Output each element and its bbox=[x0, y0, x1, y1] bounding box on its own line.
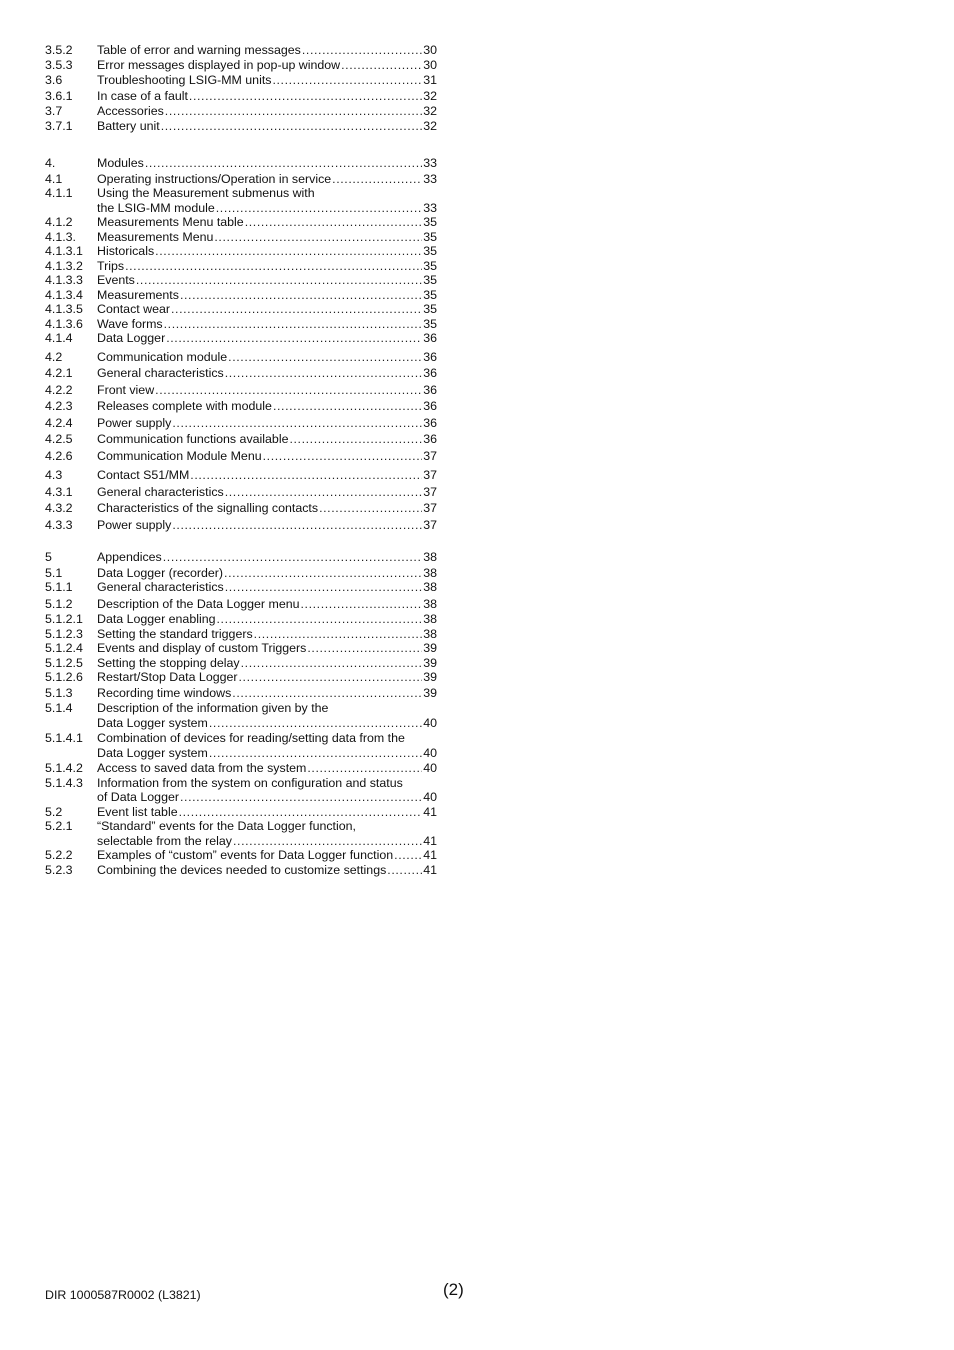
toc-entry-title: Operating instructions/Operation in service bbox=[97, 171, 332, 186]
toc-entry[interactable] bbox=[45, 518, 437, 533]
dot-leader bbox=[165, 104, 422, 119]
toc-entry[interactable] bbox=[45, 701, 437, 730]
toc-entry-title: the LSIG-MM module bbox=[97, 200, 215, 215]
toc-entry-number: 3.7.1 bbox=[45, 118, 73, 133]
dot-leader bbox=[232, 686, 422, 701]
dot-leader bbox=[387, 863, 422, 878]
dot-leader bbox=[189, 89, 422, 104]
toc-entry[interactable] bbox=[45, 399, 437, 414]
toc-entry-title: Troubleshooting LSIG-MM units bbox=[97, 73, 272, 87]
toc-entry[interactable] bbox=[45, 501, 437, 516]
toc-entry[interactable] bbox=[45, 156, 437, 171]
toc-entry-page: 32 bbox=[423, 118, 437, 133]
toc-entry[interactable] bbox=[45, 656, 437, 671]
toc-entry-page: 41 bbox=[423, 804, 437, 819]
dot-leader bbox=[225, 580, 422, 595]
toc-entry-number: 4.3.2 bbox=[45, 501, 73, 515]
dot-leader bbox=[289, 432, 422, 447]
dot-leader bbox=[171, 302, 422, 317]
toc-entry-number: 5.2.3 bbox=[45, 862, 73, 877]
toc-entry-number: 4.2.2 bbox=[45, 382, 73, 397]
toc-entry-number: 5.1 bbox=[45, 565, 63, 580]
dot-leader bbox=[307, 641, 422, 656]
dot-leader bbox=[217, 612, 423, 627]
toc-entry-page: 33 bbox=[423, 200, 437, 215]
toc-entry-title: Measurements Menu table bbox=[97, 215, 244, 229]
toc-entry-page: 35 bbox=[423, 287, 437, 302]
toc-entry[interactable] bbox=[45, 597, 437, 612]
toc-entry[interactable] bbox=[45, 580, 437, 595]
dot-leader bbox=[272, 73, 422, 88]
toc-entry-title: selectable from the relay bbox=[97, 833, 232, 848]
toc-entry[interactable] bbox=[45, 566, 437, 581]
dot-leader bbox=[216, 201, 422, 216]
toc-entry-title: Data Logger system bbox=[97, 715, 208, 730]
toc-entry-number: 4.3.3 bbox=[45, 517, 73, 532]
toc-entry[interactable] bbox=[45, 230, 437, 245]
toc-entry-number: 4.1.4 bbox=[45, 331, 73, 345]
toc-entry-title: Data Logger bbox=[97, 331, 166, 345]
toc-entry-title: Combining the devices needed to customize settings bbox=[97, 862, 387, 877]
toc-entry[interactable] bbox=[45, 731, 437, 760]
toc-entry[interactable] bbox=[45, 119, 437, 134]
toc-entry[interactable] bbox=[45, 449, 437, 464]
toc-entry-title: Wave forms bbox=[97, 316, 163, 331]
dot-leader bbox=[332, 172, 422, 187]
toc-entry-title: Communication functions available bbox=[97, 432, 289, 446]
toc-entry-number: 4.2.5 bbox=[45, 432, 73, 446]
toc-entry-title: Appendices bbox=[97, 550, 162, 564]
toc-entry-number: 5.1.4.2 bbox=[45, 761, 83, 775]
dot-leader bbox=[164, 317, 423, 332]
toc-entry[interactable] bbox=[45, 776, 437, 805]
toc-entry-page: 40 bbox=[423, 761, 437, 775]
toc-entry-title: Trips bbox=[97, 258, 125, 273]
toc-entry[interactable] bbox=[45, 350, 437, 365]
document-reference: DIR 1000587R0002 (L3821) bbox=[45, 1288, 201, 1302]
dot-leader bbox=[302, 43, 422, 58]
toc-entry-title: Restart/Stop Data Logger bbox=[97, 670, 238, 684]
toc-entry-page: 30 bbox=[423, 57, 437, 72]
toc-entry-page: 30 bbox=[423, 43, 437, 57]
toc-entry-title: Error messages displayed in pop-up window bbox=[97, 57, 341, 72]
toc-entry-page: 38 bbox=[423, 550, 437, 564]
toc-entry-title: Contact S51/MM bbox=[97, 468, 190, 482]
toc-entry-number: 4.2.3 bbox=[45, 399, 73, 413]
toc-entry-page: 39 bbox=[423, 685, 437, 700]
dot-leader bbox=[228, 350, 422, 365]
toc-entry-number: 4.1.1 bbox=[45, 186, 73, 200]
toc-entry-page: 37 bbox=[423, 501, 437, 515]
toc-entry-page: 35 bbox=[423, 229, 437, 244]
dot-leader bbox=[225, 485, 422, 500]
toc-entry-title-first-line: Combination of devices for reading/setting data from the bbox=[97, 731, 405, 745]
toc-entry-title: Examples of “custom” events for Data Logger function bbox=[97, 848, 394, 862]
toc-entry[interactable] bbox=[45, 863, 437, 878]
toc-entry[interactable] bbox=[45, 58, 437, 73]
toc-entry[interactable] bbox=[45, 485, 437, 500]
toc-entry-title: Power supply bbox=[97, 415, 172, 430]
toc-entry-number: 5.1.3 bbox=[45, 685, 73, 700]
toc-entry[interactable] bbox=[45, 366, 437, 381]
toc-entry-title: General characteristics bbox=[97, 366, 224, 380]
toc-entry[interactable] bbox=[45, 273, 437, 288]
toc-entry-page: 38 bbox=[423, 565, 437, 580]
toc-entry[interactable] bbox=[45, 627, 437, 642]
toc-entry-title-first-line: Using the Measurement submenus with bbox=[97, 186, 315, 200]
toc-entry-title: Accessories bbox=[97, 104, 164, 118]
dot-leader bbox=[254, 627, 423, 642]
toc-entry-page: 32 bbox=[423, 104, 437, 118]
toc-entry[interactable] bbox=[45, 670, 437, 685]
toc-entry[interactable] bbox=[45, 641, 437, 656]
toc-entry-page: 37 bbox=[423, 448, 437, 463]
toc-entry-number: 5.1.2.5 bbox=[45, 655, 83, 670]
toc-entry[interactable] bbox=[45, 259, 437, 274]
toc-section bbox=[45, 156, 437, 532]
toc-entry-page: 32 bbox=[423, 88, 437, 103]
toc-entry-title: Data Logger system bbox=[97, 745, 208, 760]
toc-entry-title-first-line: “Standard” events for the Data Logger function, bbox=[97, 819, 356, 833]
toc-entry-number: 5.1.1 bbox=[45, 580, 73, 594]
toc-entry-number: 5.1.4.1 bbox=[45, 731, 83, 745]
toc-entry-page: 36 bbox=[423, 331, 437, 345]
dot-leader bbox=[394, 848, 422, 863]
toc-entry[interactable] bbox=[45, 612, 437, 627]
toc-entry[interactable] bbox=[45, 432, 437, 447]
toc-entry-title: Recording time windows bbox=[97, 685, 232, 700]
toc-entry-page: 36 bbox=[423, 432, 437, 446]
toc-entry-number: 4.1 bbox=[45, 171, 63, 186]
toc-entry-title-first-line: Information from the system on configuration and status bbox=[97, 775, 403, 790]
toc-entry-title: Modules bbox=[97, 156, 144, 170]
toc-entry-title: Communication module bbox=[97, 349, 228, 364]
toc-section bbox=[45, 43, 437, 133]
toc-entry-page: 36 bbox=[423, 366, 437, 380]
toc-entry-page: 40 bbox=[423, 745, 437, 760]
toc-entry-title: General characteristics bbox=[97, 580, 224, 594]
toc-entry-number: 3.7 bbox=[45, 104, 63, 118]
toc-section bbox=[45, 550, 437, 877]
toc-entry-number: 4.1.3.3 bbox=[45, 273, 83, 287]
dot-leader bbox=[241, 656, 423, 671]
toc-entry-number: 5.1.2.3 bbox=[45, 626, 83, 641]
toc-entry-title-first-line: Description of the information given by the bbox=[97, 701, 329, 715]
toc-entry-page: 37 bbox=[423, 484, 437, 499]
toc-entry[interactable] bbox=[45, 186, 437, 215]
dot-leader bbox=[263, 449, 423, 464]
toc-entry[interactable] bbox=[45, 819, 437, 848]
dot-leader bbox=[172, 518, 422, 533]
toc-entry-title: Measurements Menu bbox=[97, 229, 214, 244]
toc-entry-page: 35 bbox=[423, 215, 437, 229]
dot-leader bbox=[224, 566, 422, 581]
toc-entry-title: Communication Module Menu bbox=[97, 448, 262, 463]
toc-entry-page: 31 bbox=[423, 73, 437, 87]
dot-leader bbox=[190, 468, 422, 483]
dot-leader bbox=[145, 156, 422, 171]
toc-entry-number: 4.1.3.5 bbox=[45, 302, 83, 316]
toc-entry-number: 4.1.3. bbox=[45, 229, 77, 244]
toc-entry-page: 33 bbox=[423, 156, 437, 170]
toc-entry-number: 5 bbox=[45, 550, 52, 564]
toc-entry-page: 38 bbox=[423, 612, 437, 626]
toc-entry-title: of Data Logger bbox=[97, 790, 179, 804]
toc-entry-page: 37 bbox=[423, 468, 437, 482]
dot-leader bbox=[214, 230, 422, 245]
dot-leader bbox=[180, 790, 422, 805]
toc-entry[interactable] bbox=[45, 43, 437, 58]
toc-entry-title: Historicals bbox=[97, 244, 155, 258]
toc-entry[interactable] bbox=[45, 468, 437, 483]
toc-entry-number: 4.1.3.6 bbox=[45, 316, 83, 331]
toc-entry-page: 36 bbox=[423, 382, 437, 397]
toc-entry-number: 5.1.2 bbox=[45, 596, 73, 611]
toc-entry-page: 35 bbox=[423, 316, 437, 331]
toc-entry-number: 4.3 bbox=[45, 468, 63, 482]
toc-entry-page: 33 bbox=[423, 171, 437, 186]
toc-entry[interactable] bbox=[45, 383, 437, 398]
toc-entry-number: 3.5.2 bbox=[45, 43, 73, 57]
toc-entry-title: Description of the Data Logger menu bbox=[97, 596, 300, 611]
toc-entry-number: 3.6 bbox=[45, 73, 63, 87]
toc-entry-page: 39 bbox=[423, 670, 437, 684]
toc-entry-title: Setting the stopping delay bbox=[97, 655, 240, 670]
toc-entry-title: Setting the standard triggers bbox=[97, 626, 253, 641]
dot-leader bbox=[136, 273, 422, 288]
toc-entry-number: 5.1.2.6 bbox=[45, 670, 83, 684]
toc-entry-title: Events and display of custom Triggers bbox=[97, 641, 307, 655]
dot-leader bbox=[307, 761, 422, 776]
toc-entry-number: 4.1.3.4 bbox=[45, 287, 83, 302]
dot-leader bbox=[225, 366, 422, 381]
toc-entry[interactable] bbox=[45, 215, 437, 230]
toc-entry-number: 5.1.2.1 bbox=[45, 612, 83, 626]
toc-entry-page: 35 bbox=[423, 302, 437, 316]
toc-entry-title: Releases complete with module bbox=[97, 399, 272, 413]
dot-leader bbox=[155, 244, 422, 259]
toc-entry[interactable] bbox=[45, 805, 437, 820]
toc-entry-number: 4. bbox=[45, 156, 56, 170]
toc-entry-number: 4.1.3.2 bbox=[45, 258, 83, 273]
toc-entry-title: Characteristics of the signalling contacts bbox=[97, 501, 319, 515]
toc-entry-number: 4.2.4 bbox=[45, 415, 73, 430]
toc-entry[interactable] bbox=[45, 244, 437, 259]
toc-entry-page: 35 bbox=[423, 273, 437, 287]
toc-entry[interactable] bbox=[45, 73, 437, 88]
dot-leader bbox=[239, 670, 423, 685]
dot-leader bbox=[180, 288, 422, 303]
dot-leader bbox=[179, 805, 423, 820]
toc-entry-number: 5.1.2.4 bbox=[45, 641, 83, 655]
toc-entry-title: General characteristics bbox=[97, 484, 224, 499]
toc-entry-page: 41 bbox=[423, 848, 437, 862]
toc-entry-title: Measurements bbox=[97, 287, 179, 302]
dot-leader bbox=[209, 716, 422, 731]
toc-entry-number: 4.1.3.1 bbox=[45, 244, 83, 258]
toc-entry-title: In case of a fault bbox=[97, 88, 188, 103]
toc-entry-number: 3.5.3 bbox=[45, 57, 73, 72]
toc-entry-title: Battery unit bbox=[97, 118, 160, 133]
dot-leader bbox=[301, 597, 423, 612]
toc-entry-page: 41 bbox=[423, 833, 437, 848]
dot-leader bbox=[161, 119, 423, 134]
table-of-contents bbox=[45, 43, 437, 877]
toc-entry-title: Contact wear bbox=[97, 302, 171, 316]
toc-entry-page: 37 bbox=[423, 517, 437, 532]
toc-entry-page: 39 bbox=[423, 641, 437, 655]
toc-entry-title: Event list table bbox=[97, 804, 178, 819]
toc-entry-number: 4.3.1 bbox=[45, 484, 73, 499]
dot-leader bbox=[163, 550, 422, 565]
toc-entry[interactable] bbox=[45, 172, 437, 187]
dot-leader bbox=[319, 501, 422, 516]
toc-entry-title: Power supply bbox=[97, 517, 172, 532]
toc-entry-page: 36 bbox=[423, 399, 437, 413]
toc-entry-number: 5.1.4.3 bbox=[45, 775, 83, 790]
toc-entry-number: 4.1.2 bbox=[45, 215, 73, 229]
toc-entry[interactable] bbox=[45, 89, 437, 104]
toc-entry-number: 5.2.2 bbox=[45, 848, 73, 862]
dot-leader bbox=[245, 215, 423, 230]
toc-entry[interactable] bbox=[45, 288, 437, 303]
toc-entry-page: 36 bbox=[423, 349, 437, 364]
toc-entry-title: Table of error and warning messages bbox=[97, 43, 301, 57]
toc-entry-page: 38 bbox=[423, 596, 437, 611]
dot-leader bbox=[166, 331, 422, 346]
toc-entry[interactable] bbox=[45, 104, 437, 119]
toc-entry[interactable] bbox=[45, 686, 437, 701]
toc-entry-page: 35 bbox=[423, 244, 437, 258]
toc-entry-page: 41 bbox=[423, 862, 437, 877]
toc-entry-title: Access to saved data from the system bbox=[97, 761, 307, 775]
toc-entry[interactable] bbox=[45, 761, 437, 776]
dot-leader bbox=[233, 834, 422, 849]
dot-leader bbox=[209, 746, 422, 761]
toc-entry-number: 5.2 bbox=[45, 804, 63, 819]
toc-entry-number: 4.2.1 bbox=[45, 366, 73, 380]
toc-entry-title: Data Logger (recorder) bbox=[97, 565, 224, 580]
dot-leader bbox=[172, 416, 422, 431]
toc-entry[interactable] bbox=[45, 302, 437, 317]
dot-leader bbox=[155, 383, 422, 398]
dot-leader bbox=[273, 399, 422, 414]
dot-leader bbox=[125, 259, 422, 274]
dot-leader bbox=[341, 58, 422, 73]
toc-entry-page: 38 bbox=[423, 626, 437, 641]
toc-entry-title: Data Logger enabling bbox=[97, 612, 216, 626]
toc-entry[interactable] bbox=[45, 317, 437, 332]
toc-entry-page: 38 bbox=[423, 580, 437, 594]
toc-entry-page: 35 bbox=[423, 258, 437, 273]
toc-entry[interactable] bbox=[45, 416, 437, 431]
toc-entry-number: 3.6.1 bbox=[45, 88, 73, 103]
toc-entry-number: 4.2 bbox=[45, 349, 63, 364]
toc-entry-number: 5.1.4 bbox=[45, 701, 73, 715]
toc-entry-page: 40 bbox=[423, 790, 437, 804]
toc-entry-number: 4.2.6 bbox=[45, 448, 73, 463]
toc-entry-page: 39 bbox=[423, 655, 437, 670]
page-number: (2) bbox=[443, 1280, 464, 1299]
toc-entry-page: 40 bbox=[423, 715, 437, 730]
toc-entry[interactable] bbox=[45, 848, 437, 863]
toc-entry-page: 36 bbox=[423, 415, 437, 430]
toc-entry-title: Front view bbox=[97, 382, 155, 397]
toc-entry-number: 5.2.1 bbox=[45, 819, 73, 833]
toc-entry[interactable] bbox=[45, 550, 437, 565]
toc-entry[interactable] bbox=[45, 331, 437, 346]
toc-entry-title: Events bbox=[97, 273, 135, 287]
